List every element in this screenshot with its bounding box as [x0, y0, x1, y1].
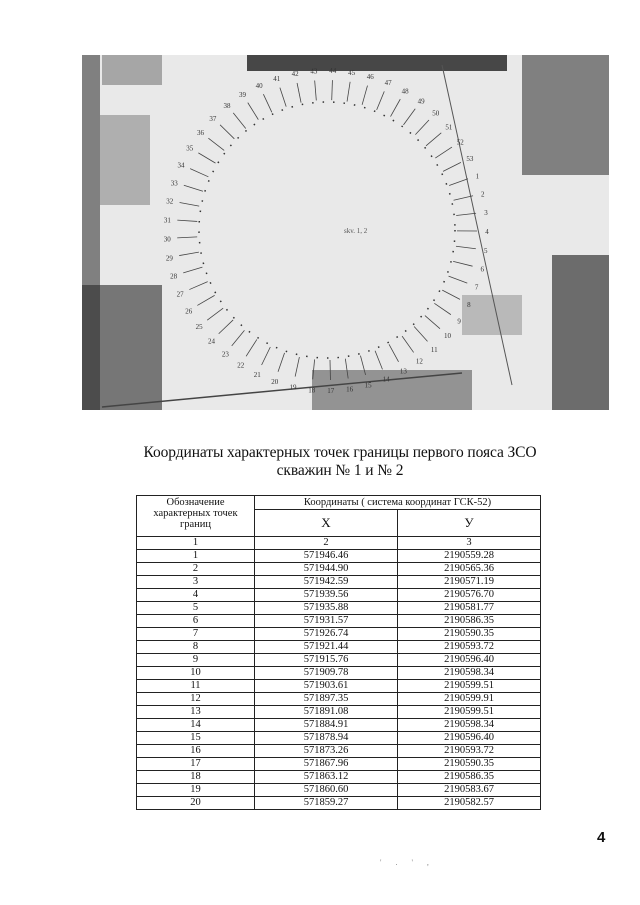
boundary-tick [248, 103, 259, 120]
boundary-point-label: 11 [430, 345, 438, 354]
boundary-point-label: 3 [484, 209, 488, 218]
coord-x: 571931.57 [255, 615, 398, 628]
coord-y: 2190590.35 [398, 628, 541, 641]
boundary-tick [377, 91, 385, 109]
boundary-point-label: 1 [475, 172, 480, 181]
title-line-1: Координаты характерных точек границы первого пояса ЗСО [143, 444, 537, 461]
coord-x: 571909.78 [255, 667, 398, 680]
boundary-tick [262, 347, 271, 365]
table-row [137, 550, 541, 563]
boundary-tick [197, 295, 214, 305]
column-number: 1 [137, 537, 255, 550]
point-id: 16 [137, 745, 255, 758]
coord-y: 2190582.57 [398, 797, 541, 810]
boundary-point-label: 35 [186, 144, 194, 153]
table-row [137, 745, 541, 758]
boundary-point-label: 39 [238, 91, 246, 100]
coord-y: 2190586.35 [398, 771, 541, 784]
boundary-tick [190, 169, 208, 177]
boundary-point-label: 27 [176, 290, 184, 299]
boundary-tick [449, 276, 468, 283]
point-id: 3 [137, 576, 255, 589]
boundary-point-label: 25 [195, 323, 203, 332]
coord-x: 571903.61 [255, 680, 398, 693]
point-id: 14 [137, 719, 255, 732]
boundary-point-label: 49 [417, 97, 425, 106]
coord-y: 2190598.34 [398, 719, 541, 732]
document-title [100, 444, 580, 480]
boundary-point-label: 30 [163, 235, 171, 244]
boundary-point-label: 51 [445, 123, 453, 132]
boundary-point-label: 36 [196, 129, 204, 138]
boundary-tick [375, 351, 382, 370]
boundary-point-label: 44 [329, 67, 337, 76]
boundary-point-label: 20 [271, 378, 279, 387]
table-row [137, 732, 541, 745]
boundary-ticks [177, 80, 477, 380]
coord-y: 2190581.77 [398, 602, 541, 615]
boundary-tick [449, 179, 468, 186]
boundary-point-label: 7 [474, 283, 479, 292]
coord-y: 2190593.72 [398, 745, 541, 758]
boundary-tick [443, 162, 461, 171]
point-id: 17 [137, 758, 255, 771]
boundary-tick [207, 308, 223, 320]
coord-y: 2190599.51 [398, 680, 541, 693]
boundary-point-label: 46 [366, 72, 374, 81]
point-id: 15 [137, 732, 255, 745]
boundary-tick [198, 153, 215, 163]
boundary-point-label: 45 [348, 68, 356, 77]
boundary-tick [435, 147, 452, 158]
coord-x: 571944.90 [255, 563, 398, 576]
boundary-tick [179, 252, 199, 255]
coord-x: 571939.56 [255, 589, 398, 602]
coord-x: 571863.12 [255, 771, 398, 784]
point-id: 13 [137, 706, 255, 719]
boundary-point-label: 2 [481, 190, 485, 199]
column-number: 2 [255, 537, 398, 550]
coord-x: 571878.94 [255, 732, 398, 745]
boundary-tick [297, 83, 301, 103]
header-point-designation: Обозначение характерных точек границ [137, 496, 255, 537]
boundary-tick [208, 138, 224, 150]
coord-y: 2190599.51 [398, 706, 541, 719]
boundary-tick [183, 267, 202, 273]
boundary-tick [425, 316, 440, 329]
zone-boundary-circle [196, 102, 455, 358]
boundary-point-label: 8 [467, 300, 471, 309]
table-row [137, 602, 541, 615]
coord-x: 571891.08 [255, 706, 398, 719]
boundary-point-label: 43 [310, 67, 318, 76]
boundary-point-label: 50 [432, 109, 440, 118]
boundary-point-label: 6 [480, 265, 485, 274]
boundary-point-label: 28 [170, 272, 178, 281]
point-id: 2 [137, 563, 255, 576]
header-x: X [255, 510, 398, 537]
table-row [137, 563, 541, 576]
boundary-point-label: 18 [308, 386, 316, 395]
boundary-point-label: 23 [221, 350, 229, 359]
coordinates-table [136, 495, 541, 810]
boundary-tick [442, 290, 460, 299]
boundary-tick [434, 303, 451, 314]
point-id: 8 [137, 641, 255, 654]
coord-y: 2190565.36 [398, 563, 541, 576]
boundary-tick [402, 336, 414, 352]
point-id: 10 [137, 667, 255, 680]
boundary-tick [454, 196, 473, 201]
boundary-point-label: 9 [457, 317, 461, 326]
table-row [137, 797, 541, 810]
boundary-tick [403, 109, 415, 125]
boundary-tick [246, 339, 257, 356]
table-row [137, 615, 541, 628]
point-id: 4 [137, 589, 255, 602]
point-id: 12 [137, 693, 255, 706]
point-id: 5 [137, 602, 255, 615]
coord-x: 571935.88 [255, 602, 398, 615]
boundary-tick [362, 86, 367, 105]
table-row [137, 654, 541, 667]
header-y: У [398, 510, 541, 537]
boundary-point-labels [164, 67, 490, 395]
scan-marks: ' . ' , [380, 858, 435, 867]
page-number: 4 [597, 829, 606, 846]
table-row [137, 576, 541, 589]
coord-y: 2190586.35 [398, 615, 541, 628]
boundary-tick [414, 326, 427, 341]
coord-y: 2190571.19 [398, 576, 541, 589]
boundary-tick [315, 81, 317, 101]
boundary-point-label: 47 [384, 79, 392, 88]
boundary-point-label: 22 [237, 361, 245, 370]
header-coordinates: Координаты ( система координат ГСК-52) [255, 496, 541, 510]
boundary-point-label: 53 [466, 154, 474, 163]
point-id: 6 [137, 615, 255, 628]
boundary-tick [233, 113, 245, 129]
boundary-point-label: 38 [223, 102, 231, 111]
boundary-point-label: 48 [401, 87, 409, 96]
coord-x: 571897.35 [255, 693, 398, 706]
coord-x: 571884.91 [255, 719, 398, 732]
boundary-tick [220, 125, 234, 139]
coord-x: 571921.44 [255, 641, 398, 654]
column-number: 3 [398, 537, 541, 550]
boundary-point-label: 13 [399, 367, 407, 376]
table-row [137, 680, 541, 693]
boundary-point-label: 12 [415, 357, 423, 366]
boundary-point-label: 42 [291, 70, 299, 79]
table-row [137, 641, 541, 654]
boundary-tick [177, 237, 197, 238]
road-line [442, 65, 512, 385]
boundary-point-label: 37 [209, 114, 217, 123]
boundary-point-label: 34 [177, 161, 185, 170]
boundary-tick [280, 88, 286, 107]
coord-x: 571942.59 [255, 576, 398, 589]
table-row [137, 667, 541, 680]
boundary-tick [456, 213, 476, 215]
table-row [137, 628, 541, 641]
title-line-2: скважин № 1 и № 2 [276, 462, 404, 479]
boundary-tick [453, 261, 472, 266]
boundary-tick [184, 185, 203, 191]
boundary-point-label: 16 [346, 385, 354, 394]
boundary-point-label: 26 [185, 307, 193, 316]
boundary-tick [391, 99, 401, 116]
point-id: 1 [137, 550, 255, 563]
coord-x: 571867.96 [255, 758, 398, 771]
boundary-point-label: 32 [166, 197, 174, 206]
boundary-tick [389, 344, 399, 362]
boundary-point-label: 10 [444, 332, 452, 341]
table-row [137, 589, 541, 602]
coord-y: 2190583.67 [398, 784, 541, 797]
boundary-tick [189, 282, 207, 290]
column-number-row [137, 537, 541, 550]
table-row [137, 706, 541, 719]
coord-x: 571859.27 [255, 797, 398, 810]
boundary-tick [219, 320, 233, 334]
boundary-tick [415, 120, 429, 135]
boundary-point-label: 33 [170, 179, 178, 188]
boundary-point-label: 17 [327, 386, 335, 395]
boundary-point-label: 41 [273, 75, 281, 84]
boundary-point-label: 14 [382, 375, 390, 384]
point-id: 19 [137, 784, 255, 797]
boundary-tick [295, 357, 299, 377]
point-id: 11 [137, 680, 255, 693]
coord-y: 2190599.91 [398, 693, 541, 706]
coord-y: 2190596.40 [398, 732, 541, 745]
point-id: 7 [137, 628, 255, 641]
point-id: 20 [137, 797, 255, 810]
boundary-tick [426, 133, 441, 146]
boundary-tick [232, 330, 245, 345]
table-row [137, 693, 541, 706]
boundary-tick [180, 202, 200, 206]
boundary-point-label: 5 [483, 246, 488, 255]
point-id: 18 [137, 771, 255, 784]
boundary-map-image [82, 55, 609, 410]
boundary-tick [347, 82, 350, 102]
table-row [137, 771, 541, 784]
coord-x: 571915.76 [255, 654, 398, 667]
coord-y: 2190590.35 [398, 758, 541, 771]
table-row [137, 784, 541, 797]
boundary-point-label: 24 [207, 337, 215, 346]
coord-x: 571873.26 [255, 745, 398, 758]
point-id: 9 [137, 654, 255, 667]
boundary-point-label: 29 [165, 254, 173, 263]
boundary-tick [456, 246, 476, 248]
boundary-point-label: 4 [485, 228, 489, 237]
coord-y: 2190559.28 [398, 550, 541, 563]
boundary-point-label: 52 [456, 138, 464, 147]
boundary-tick [278, 353, 285, 372]
coord-y: 2190598.34 [398, 667, 541, 680]
boundary-tick [332, 80, 333, 100]
boundary-tick [177, 220, 197, 221]
coord-x: 571926.74 [255, 628, 398, 641]
boundary-tick [263, 94, 271, 112]
table-row [137, 758, 541, 771]
boundary-point-label: 21 [253, 370, 261, 379]
boundary-map-drawing [82, 55, 609, 410]
boundary-point-label: 31 [163, 216, 171, 225]
boundary-point-label: 40 [255, 82, 263, 91]
boundary-point-label: 19 [289, 383, 297, 392]
table-row [137, 719, 541, 732]
map-center-label: skv. 1, 2 [344, 227, 368, 235]
coord-x: 571860.60 [255, 784, 398, 797]
coord-x: 571946.46 [255, 550, 398, 563]
boundary-point-label: 15 [364, 381, 372, 390]
coord-y: 2190593.72 [398, 641, 541, 654]
coord-y: 2190596.40 [398, 654, 541, 667]
coord-y: 2190576.70 [398, 589, 541, 602]
